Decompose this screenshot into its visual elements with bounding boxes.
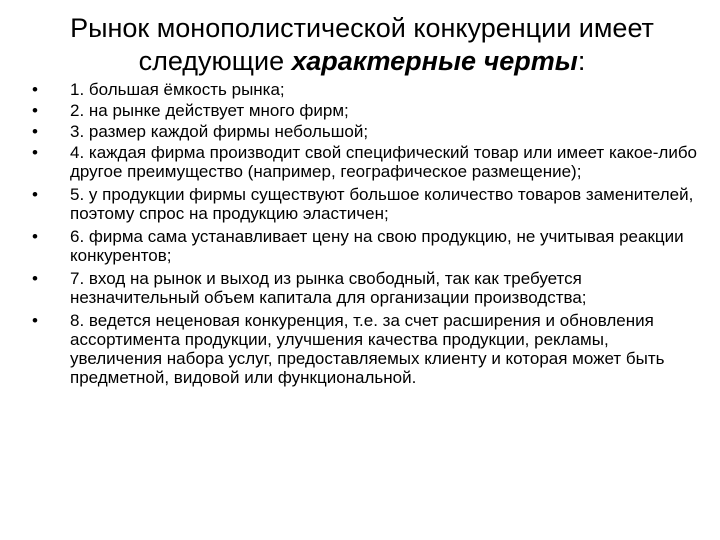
- bullet-icon: •: [32, 101, 38, 120]
- bullet-icon: •: [32, 269, 38, 288]
- bullet-icon: •: [32, 185, 38, 204]
- list-item: [28, 122, 698, 141]
- list-item-text: 4. каждая фирма производит свой специфический товар или имеет какое-либо другое преимущество (например, географическое размещение);: [70, 143, 698, 181]
- bullet-icon: •: [32, 122, 38, 141]
- list-item-text: 3. размер каждой фирмы небольшой;: [70, 122, 369, 141]
- list-item: [28, 269, 698, 307]
- list-item-text: 8. ведется неценовая конкуренция, т.е. за счет расширения и обновления ассортимента продукции, улучшения качества продукции, рекламы, увеличения набора услуг, предоставляемых клиенту и которая может быть предметной, видовой или функциональной.: [70, 311, 665, 387]
- list-item: [28, 143, 698, 181]
- list-item: [28, 80, 698, 99]
- list-item-text: 2. на рынке действует много фирм;: [70, 101, 349, 120]
- list-item: [28, 101, 698, 120]
- title-emphasis: характерные черты: [291, 46, 578, 76]
- list-item-text: 5. у продукции фирмы существуют большое количество товаров заменителей, поэтому спрос на продукцию эластичен;: [70, 185, 694, 223]
- list-item-text: 1. большая ёмкость рынка;: [70, 80, 285, 99]
- bullet-icon: •: [32, 143, 38, 162]
- list-item: [28, 227, 698, 265]
- title-text: Рынок монополистической конкуренции имеет следующие: [70, 13, 654, 76]
- list-item: [28, 311, 698, 387]
- bullet-icon: •: [32, 311, 38, 330]
- list-item: [28, 185, 698, 223]
- list-item-text: 7. вход на рынок и выход из рынка свободный, так как требуется незначительный объем капитала для организации производства;: [70, 269, 587, 307]
- bullet-icon: •: [32, 227, 38, 246]
- bullet-icon: •: [32, 80, 38, 99]
- bullet-list: [28, 80, 698, 391]
- list-item-text: 6. фирма сама устанавливает цену на свою продукцию, не учитывая реакции конкурентов;: [70, 227, 684, 265]
- slide-title: [30, 12, 694, 78]
- title-colon: :: [577, 46, 586, 76]
